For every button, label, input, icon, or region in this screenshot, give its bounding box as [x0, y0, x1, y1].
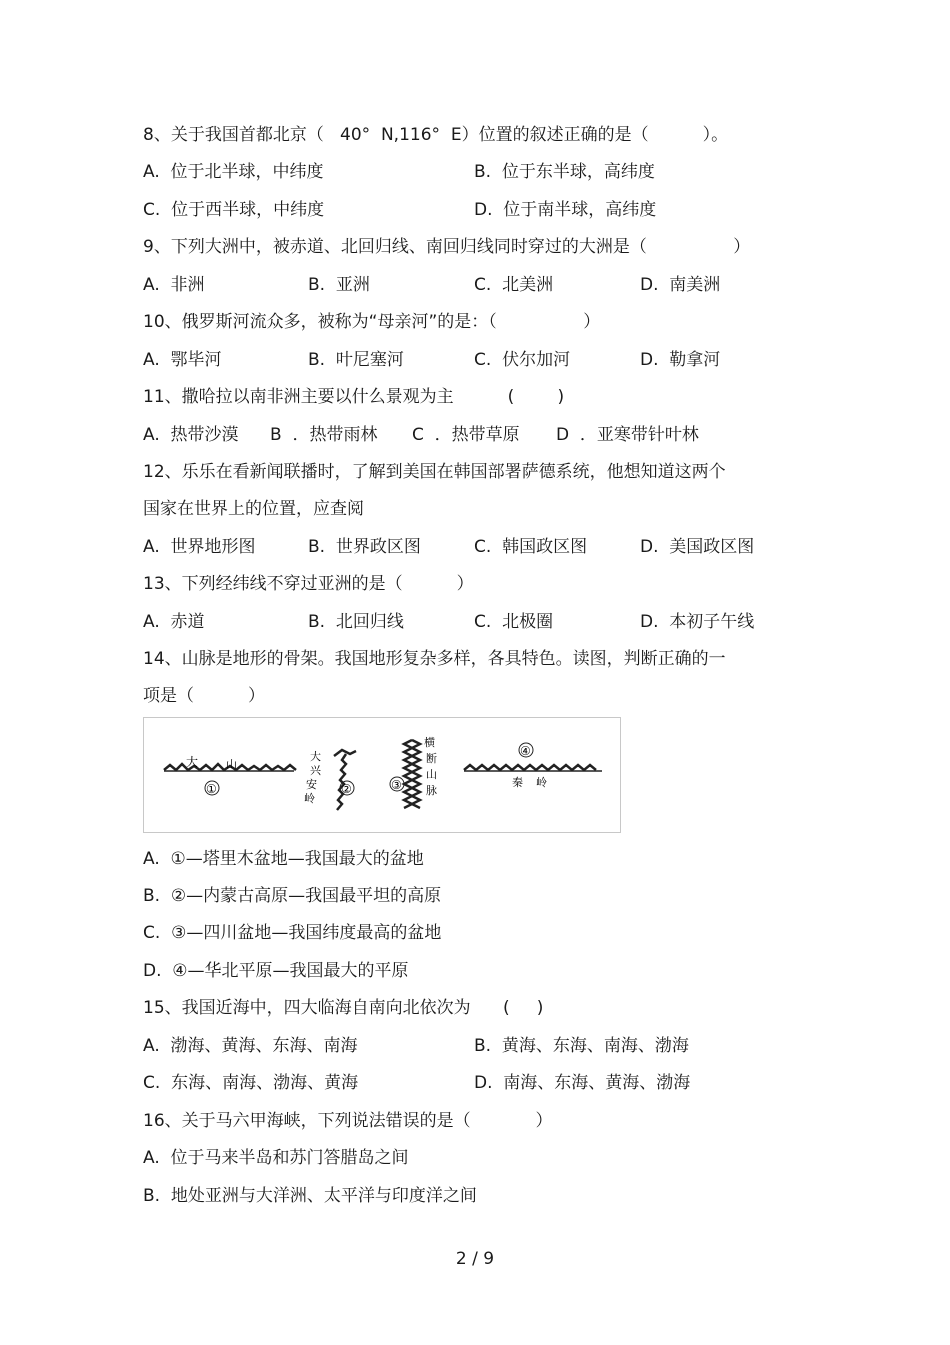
range4-label-b: 岭 [536, 776, 547, 789]
q14-option-b: B. ②—内蒙古高原—我国最平坦的高原 [143, 886, 442, 906]
question-12-stem: 12、乐乐在看新闻联播时，了解到美国在韩国部署萨德系统，他想知道这两个 [143, 462, 726, 482]
q9-option-d: D. 南美洲 [640, 275, 721, 295]
q14-option-d: D. ④—华北平原—我国最大的平原 [143, 961, 409, 981]
range2-label-a: 大 [310, 750, 321, 763]
mountain-ranges-figure [143, 717, 621, 833]
q10-option-a: A. 鄂毕河 [143, 350, 222, 370]
range2-label-c: 安 [306, 778, 317, 791]
range3-label-d: 脉 [426, 784, 437, 797]
range4-label-a: 秦 [512, 776, 523, 789]
q13-option-a: A. 赤道 [143, 612, 205, 632]
q10-option-d: D. 勒拿河 [640, 350, 721, 370]
q13-option-d: D. 本初子午线 [640, 612, 755, 632]
question-8-stem: 8、关于我国首都北京（ 40° N,116° E）位置的叙述正确的是（ ）。 [143, 125, 729, 145]
range3-label-b: 断 [426, 752, 437, 765]
q8-option-a: A. 位于北半球，中纬度 [143, 162, 324, 182]
q10-option-b: B. 叶尼塞河 [308, 350, 404, 370]
q11-option-a: A. 热带沙漠 [143, 425, 239, 445]
range2-label-b: 兴 [310, 764, 321, 777]
mountain-range-2 [334, 750, 356, 810]
range3-label-c: 山 [426, 768, 437, 781]
range1-label-b: 山 [226, 758, 237, 771]
q11-option-c: C ．热带草原 [412, 425, 520, 445]
range1-label-a: 大 [186, 755, 199, 769]
q12-option-c: C. 韩国政区图 [474, 537, 588, 557]
question-12-stem-continued: 国家在世界上的位置，应查阅 [143, 499, 364, 519]
q9-option-a: A. 非洲 [143, 275, 205, 295]
q9-option-c: C. 北美洲 [474, 275, 554, 295]
range3-number: ③ [391, 778, 402, 792]
question-9-stem: 9、下列大洲中，被赤道、北回归线、南回归线同时穿过的大洲是（ ） [143, 237, 751, 257]
page-number: 2 / 9 [455, 1249, 495, 1269]
q16-option-b: B. 地处亚洲与大洋洲、太平洋与印度洋之间 [143, 1186, 477, 1206]
q12-option-d: D. 美国政区图 [640, 537, 755, 557]
q12-option-a: A. 世界地形图 [143, 537, 256, 557]
mountain-range-3 [404, 740, 420, 808]
q15-option-b: B. 黄海、东海、南海、渤海 [474, 1036, 689, 1056]
range2-number: ② [341, 782, 352, 796]
question-10-stem: 10、俄罗斯河流众多，被称为“母亲河”的是：（ ） [143, 312, 601, 332]
range3-label-a: 横 [424, 736, 435, 749]
range4-number: ④ [520, 744, 531, 758]
q12-option-b: B. 世界政区图 [308, 537, 421, 557]
q16-option-a: A. 位于马来半岛和苏门答腊岛之间 [143, 1148, 409, 1168]
question-14-stem: 14、山脉是地形的骨架。我国地形复杂多样，各具特色。读图，判断正确的一 [143, 649, 726, 669]
q13-option-c: C. 北极圈 [474, 612, 554, 632]
q13-option-b: B. 北回归线 [308, 612, 404, 632]
question-11-stem: 11、撒哈拉以南非洲主要以什么景观为主 ( ) [143, 387, 565, 407]
question-14-stem-continued: 项是（ ） [143, 686, 266, 706]
q8-option-c: C. 位于西半球，中纬度 [143, 200, 325, 220]
range1-number: ① [206, 782, 217, 796]
q15-option-a: A. 渤海、黄海、东海、南海 [143, 1036, 358, 1056]
mountain-range-4 [464, 765, 602, 771]
q15-option-d: D. 南海、东海、黄海、渤海 [474, 1073, 691, 1093]
q14-option-a: A. ①—塔里木盆地—我国最大的盆地 [143, 849, 424, 869]
range2-label-d: 岭 [304, 792, 315, 805]
q11-option-d: D ．亚寒带针叶林 [556, 425, 699, 445]
question-16-stem: 16、关于马六甲海峡，下列说法错误的是（ ） [143, 1111, 553, 1131]
q10-option-c: C. 伏尔加河 [474, 350, 571, 370]
q11-option-b: B ．热带雨林 [270, 425, 378, 445]
q8-option-b: B. 位于东半球，高纬度 [474, 162, 655, 182]
q15-option-c: C. 东海、南海、渤海、黄海 [143, 1073, 359, 1093]
q8-option-d: D. 位于南半球，高纬度 [474, 200, 657, 220]
question-15-stem: 15、我国近海中，四大临海自南向北依次为 ( ) [143, 998, 544, 1018]
question-13-stem: 13、下列经纬线不穿过亚洲的是（ ） [143, 574, 474, 594]
q9-option-b: B. 亚洲 [308, 275, 370, 295]
q14-option-c: C. ③—四川盆地—我国纬度最高的盆地 [143, 923, 442, 943]
